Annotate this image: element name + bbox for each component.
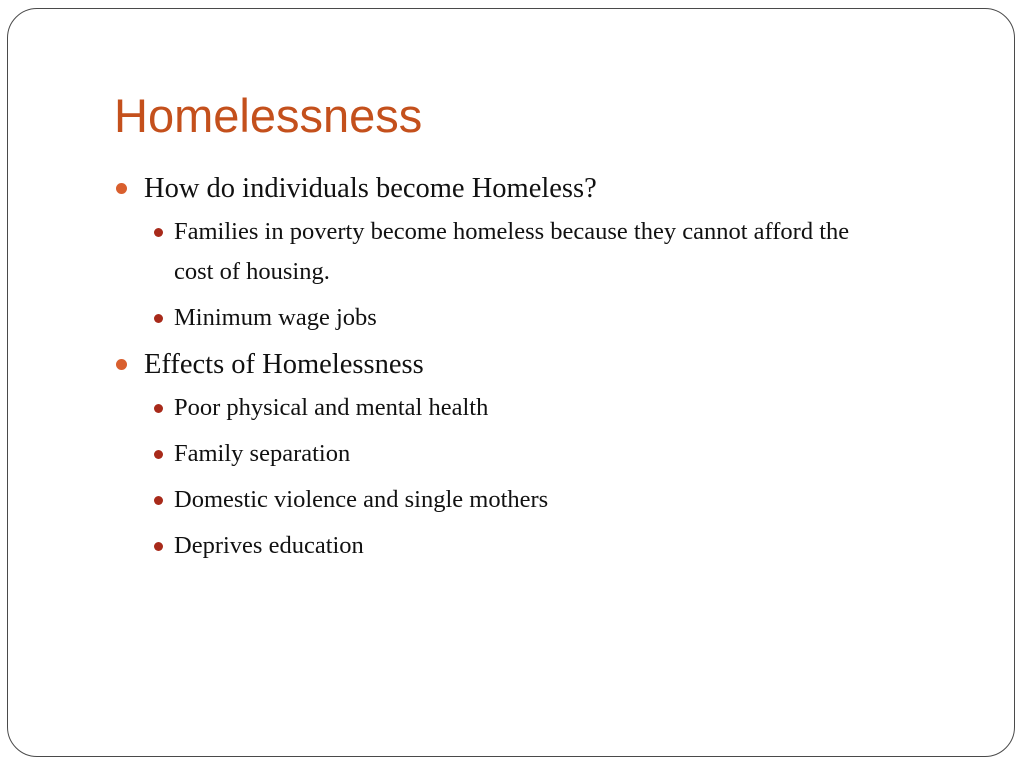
bullet-dot-icon (154, 542, 163, 551)
bullet-text: Family separation (174, 440, 351, 467)
slide-title: Homelessness (114, 89, 423, 142)
bullet-text: Effects of Homelessness (144, 349, 424, 380)
bullet-dot-icon (154, 450, 163, 459)
bullet-text: How do individuals become Homeless? (144, 173, 597, 204)
bullet-level2 (144, 298, 894, 338)
bullet-level1 (112, 168, 912, 210)
bullet-dot-icon (116, 183, 127, 194)
bullet-dot-icon (154, 496, 163, 505)
bullet-dot-icon (154, 404, 163, 413)
bullet-level2 (144, 480, 894, 520)
bullet-level2 (144, 388, 894, 428)
bullet-dot-icon (116, 359, 127, 370)
bullet-text: Minimum wage jobs (174, 304, 377, 331)
bullet-text: Domestic violence and single mothers (174, 486, 549, 513)
bullet-level2 (144, 526, 894, 566)
bullet-level2 (144, 434, 894, 474)
bullet-text: Deprives education (174, 532, 364, 559)
bullet-dot-icon (154, 314, 163, 323)
bullet-text: Poor physical and mental health (174, 394, 489, 421)
bullet-dot-icon (154, 228, 163, 237)
bullet-level2 (144, 212, 894, 292)
bullet-level1 (112, 344, 912, 386)
slide-body (112, 168, 912, 572)
bullet-text: Families in poverty become homeless because they cannot afford the cost of housing. (174, 218, 850, 285)
